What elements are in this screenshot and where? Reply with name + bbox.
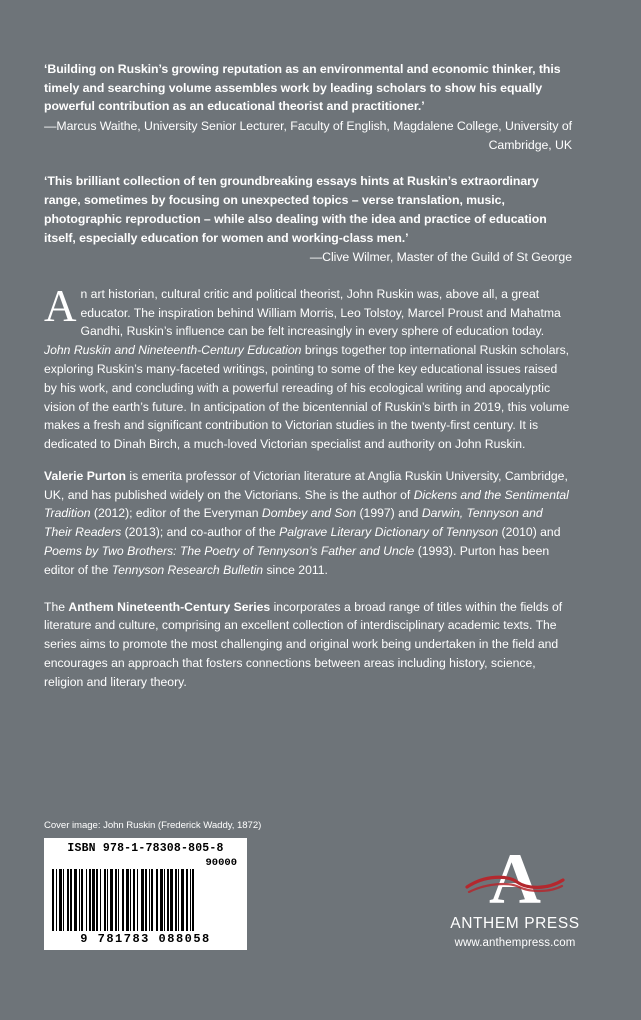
bio-text-7: since 2011. — [263, 562, 328, 577]
bio-title-4: Palgrave Literary Dictionary of Tennyson — [279, 525, 499, 540]
endorsement-1 — [44, 60, 572, 154]
drop-cap-letter: A — [44, 280, 77, 331]
ean-number: 9 781783 088058 — [80, 932, 211, 946]
isbn-number: ISBN 978-1-78308-805-8 — [67, 842, 224, 855]
series-description — [44, 598, 572, 692]
description-part-2: brings together top international Ruskin scholars, exploring Ruskin’s many-faceted writings, pointing to some of the key educational issues raised by his work, and concluding with a powerful rereading of his ecological writing and apocalyptic vision of the earth’s future. In anticipation of the bicentennial of Ruskin’s birth in 2019, this volume makes a fresh and significant contribution to Victorian studies in the twenty-first century. It is dedicated to Dinah Birch, a much-loved Victorian specialist and authority on John Ruskin. — [44, 343, 570, 452]
bio-title-3: Darwin, Tennyson and Their Readers — [44, 506, 543, 540]
bio-title-2: Dombey and Son — [261, 506, 357, 521]
bio-text-1: is emerita professor of Victorian literature at Anglia Ruskin University, Cambridge, UK, and has published widely on the Victorians. She is the author of — [44, 468, 568, 502]
ean-price-code: 90000 — [205, 857, 237, 869]
logo-letter-a: A — [489, 839, 541, 919]
book-description — [44, 280, 572, 454]
description-part-1: n art historian, cultural critic and political theorist, John Ruskin was, above all, a great educator. The inspiration behind William Morris, Leo Tolstoy, Marcel Proust and Mahatma Gandhi, Ruskin’s influence can be felt increasingly in every sphere of education today. — [80, 286, 561, 339]
endorsement-2-quote: ‘This brilliant collection of ten groundbreaking essays hints at Ruskin’s extraordinary range, sometimes by focusing on unexpected topics – verse translation, music, photographic reproduction – while also dealing with the idea and practice of education itself, especially education for women and working-class men.’ — [44, 174, 547, 245]
author-name: Valerie Purton — [44, 468, 126, 483]
bio-title-6: Tennyson Research Bulletin — [111, 562, 264, 577]
publisher-name: ANTHEM PRESS — [450, 915, 580, 932]
series-text-1: The — [44, 599, 69, 614]
isbn-barcode — [44, 838, 247, 950]
cover-image-credit: Cover image: John Ruskin (Frederick Waddy, 1872) — [44, 820, 262, 831]
bio-text-4: (2013); and co-author of the — [121, 525, 280, 540]
endorsement-1-quote: ‘Building on Ruskin’s growing reputation as an environmental and economic thinker, this timely and searching volume assembles work by leading scholars to show his equally powerful contribution as an educational theorist and practitioner.’ — [44, 62, 561, 114]
publisher-logo-block — [425, 839, 605, 949]
cover-text-content — [44, 60, 572, 705]
anthem-logo-mark — [460, 839, 570, 919]
publisher-url[interactable]: www.anthempress.com — [454, 937, 576, 949]
bio-title-1: Dickens and the Sentimental Tradition — [44, 487, 569, 521]
bio-text-2: (2012); editor of the Everyman — [90, 506, 262, 521]
series-name: Anthem Nineteenth-Century Series — [68, 599, 271, 614]
bio-title-5: Poems by Two Brothers: The Poetry of Tennyson’s Father and Uncle — [44, 544, 415, 559]
book-title-italic: John Ruskin and Nineteenth-Century Education — [44, 343, 302, 358]
bio-text-6: (1993). Purton has been editor of the — [44, 544, 550, 577]
barcode-bars — [52, 869, 239, 931]
bio-text-3: (1997) and — [356, 506, 422, 521]
author-biography — [44, 467, 572, 580]
endorsement-1-attribution: —Marcus Waithe, University Senior Lecturer, Faculty of English, Magdalene College, University of Cambridge, UK — [44, 119, 572, 152]
endorsement-2 — [44, 172, 572, 266]
series-text-2: incorporates a broad range of titles within the fields of literature and culture, comprising an excellent collection of interdisciplinary academic texts. The series aims to promote the most challenging and original work being undertaken in the field and encourages an approach that fosters connections between areas including history, science, religion and literary theory. — [44, 599, 563, 689]
bio-text-5: (2010) and — [498, 525, 561, 540]
endorsement-2-attribution: —Clive Wilmer, Master of the Guild of St George — [309, 250, 572, 265]
